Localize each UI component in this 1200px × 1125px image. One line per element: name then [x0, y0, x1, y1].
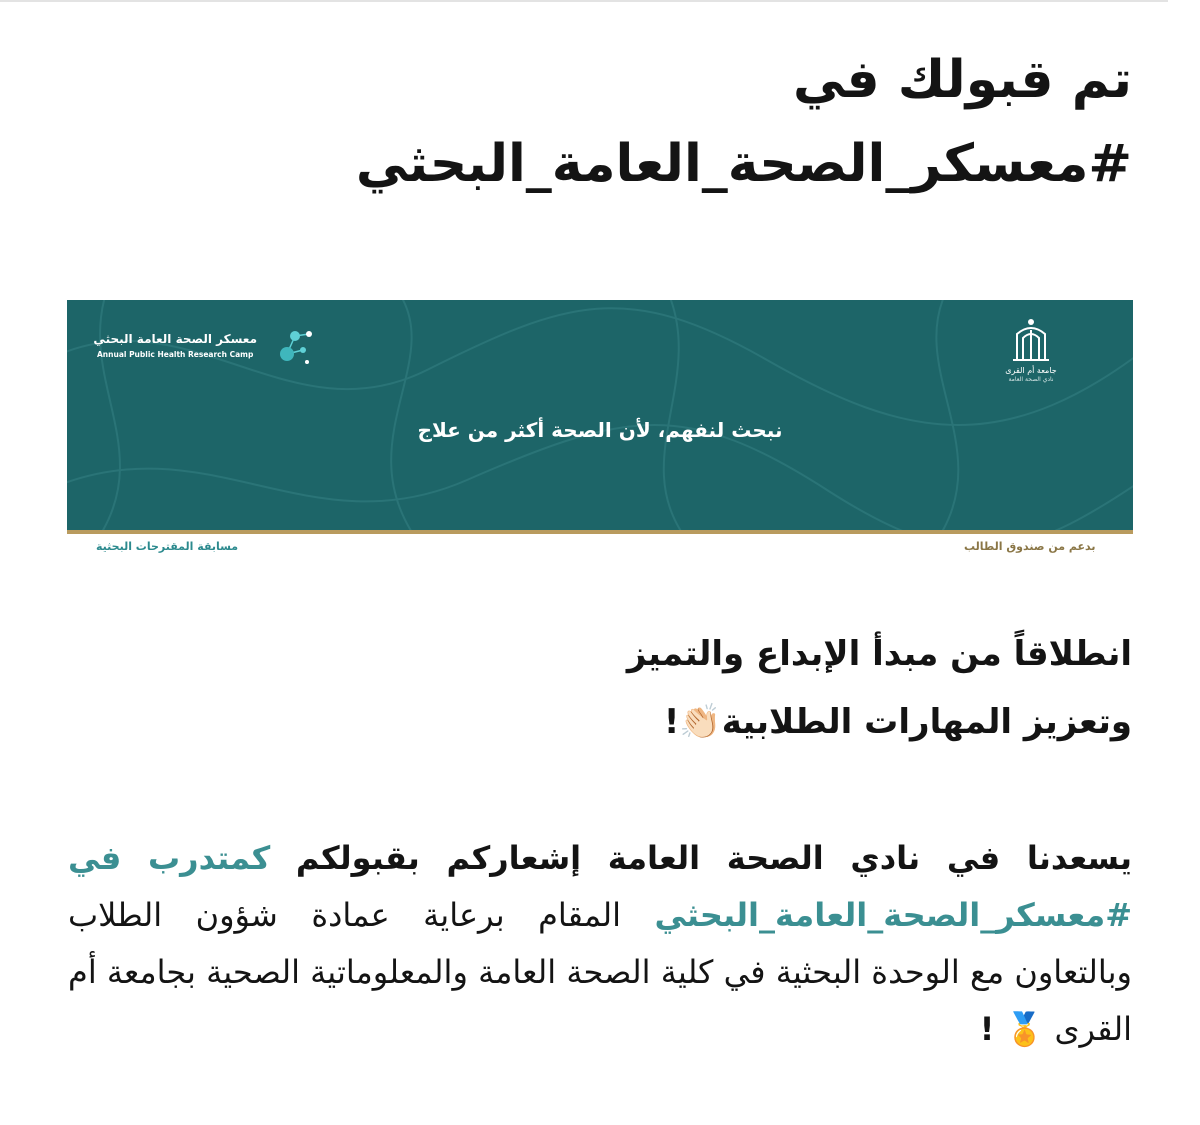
page-title	[132, 38, 1132, 206]
university-club-name: نادي الصحة العامة	[1008, 376, 1054, 383]
banner-gold-stripe	[67, 530, 1133, 534]
university-name: جامعة أم القرى	[1005, 366, 1057, 375]
intro-line-1: انطلاقاً من مبدأ الإبداع والتميز	[626, 634, 1132, 674]
university-logo	[995, 316, 1075, 392]
intro-text	[72, 620, 1132, 756]
message-end: !	[979, 1010, 995, 1048]
title-hashtag[interactable]: #معسكر_الصحة_العامة_البحثي	[355, 134, 1132, 194]
university-emblem-icon	[995, 316, 1067, 364]
molecule-icon	[277, 324, 317, 368]
acceptance-message	[68, 830, 1132, 1058]
camp-logo	[93, 324, 327, 376]
message-hashtag-highlight[interactable]: كمتدرب في #معسكر_الصحة_العامة_البحثي	[68, 839, 1133, 934]
banner-slogan: نبحث لنفهم، لأن الصحة أكثر من علاج	[417, 418, 783, 442]
medal-icon: 🏅	[1004, 1010, 1045, 1048]
message-part-2: المقام برعاية عمادة شؤون الطلاب وبالتعاون مع الوحدة البحثية في كلية الصحة العامة والمعلوماتية الصحية بجامعة أم القرى	[68, 896, 1132, 1048]
camp-name-en: Annual Public Health Research Camp	[97, 350, 254, 359]
research-competition-label: مسابقة المقترحات البحثية	[96, 540, 239, 553]
camp-banner	[67, 300, 1133, 530]
top-divider	[0, 0, 1168, 2]
sponsor-label: بدعم من صندوق الطالب	[964, 540, 1096, 553]
message-part-1: يسعدنا في نادي الصحة العامة إشعاركم بقبولكم	[295, 839, 1133, 877]
intro-line-2: وتعزيز المهارات الطلابية👏🏻!	[663, 702, 1132, 742]
title-line-1: تم قبولك في	[793, 50, 1132, 110]
camp-name-ar: معسكر الصحة العامة البحثي	[93, 332, 257, 346]
